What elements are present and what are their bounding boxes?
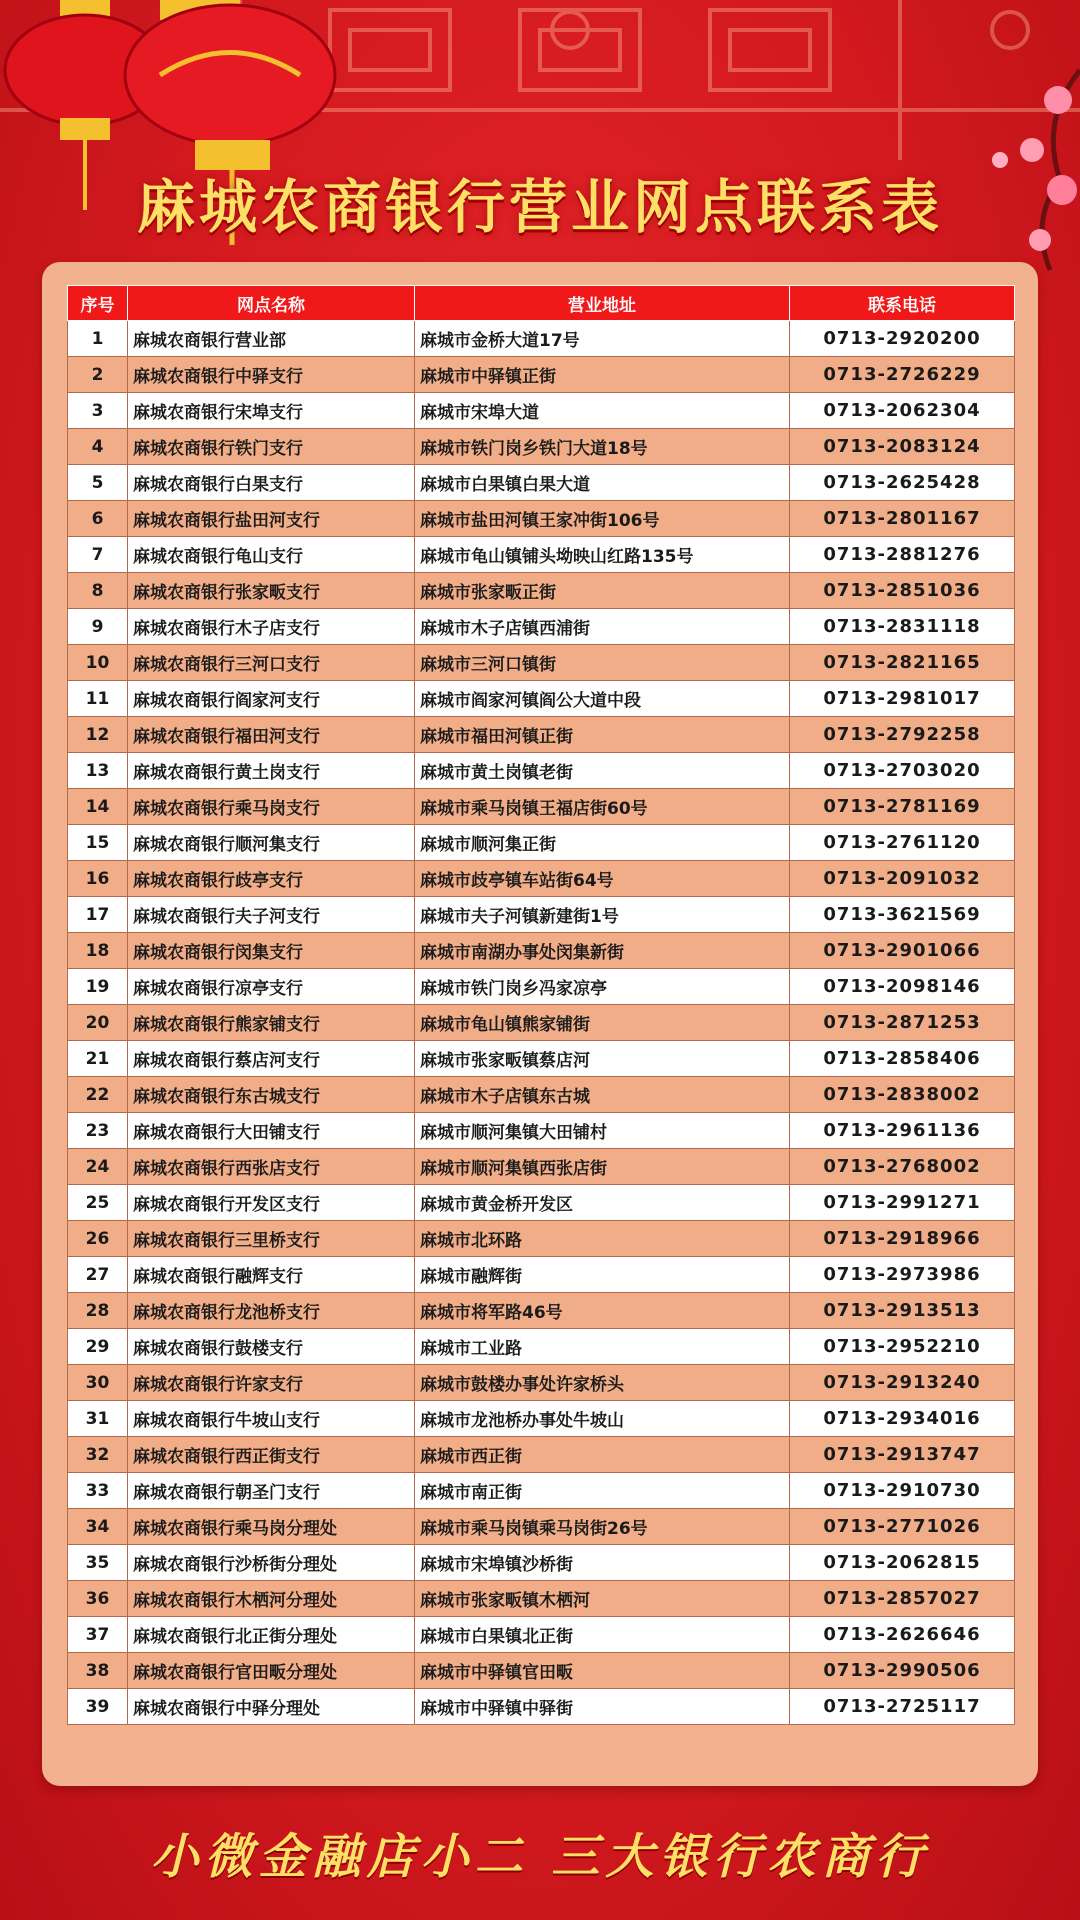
page-title: 麻城农商银行营业网点联系表 <box>136 173 943 241</box>
cell-phone: 0713-2990506 <box>790 1653 1015 1689</box>
cell-phone: 0713-2913747 <box>790 1437 1015 1473</box>
cell-address: 麻城市中驿镇中驿街 <box>415 1689 790 1725</box>
cell-phone: 0713-2981017 <box>790 681 1015 717</box>
cell-no: 17 <box>68 897 128 933</box>
cell-no: 35 <box>68 1545 128 1581</box>
table-row <box>68 717 1015 753</box>
cell-name: 麻城农商银行张家畈支行 <box>128 573 415 609</box>
cell-name: 麻城农商银行沙桥街分理处 <box>128 1545 415 1581</box>
cell-no: 38 <box>68 1653 128 1689</box>
cell-name: 麻城农商银行三河口支行 <box>128 645 415 681</box>
cell-name: 麻城农商银行西张店支行 <box>128 1149 415 1185</box>
table-row <box>68 1221 1015 1257</box>
cell-no: 29 <box>68 1329 128 1365</box>
cell-no: 34 <box>68 1509 128 1545</box>
cell-name: 麻城农商银行鼓楼支行 <box>128 1329 415 1365</box>
cell-address: 麻城市中驿镇正街 <box>415 357 790 393</box>
cell-phone: 0713-2838002 <box>790 1077 1015 1113</box>
cell-name: 麻城农商银行营业部 <box>128 321 415 357</box>
cell-address: 麻城市南湖办事处闵集新街 <box>415 933 790 969</box>
table-row <box>68 1653 1015 1689</box>
cell-no: 12 <box>68 717 128 753</box>
cell-name: 麻城农商银行牛坡山支行 <box>128 1401 415 1437</box>
cell-address: 麻城市南正街 <box>415 1473 790 1509</box>
cell-no: 7 <box>68 537 128 573</box>
cell-phone: 0713-2910730 <box>790 1473 1015 1509</box>
cell-phone: 0713-2913240 <box>790 1365 1015 1401</box>
cell-address: 麻城市宋埠镇沙桥街 <box>415 1545 790 1581</box>
cell-no: 3 <box>68 393 128 429</box>
cell-name: 麻城农商银行夫子河支行 <box>128 897 415 933</box>
cell-phone: 0713-2851036 <box>790 573 1015 609</box>
table-row <box>68 321 1015 357</box>
table-row <box>68 1113 1015 1149</box>
header-no: 序号 <box>68 286 128 321</box>
table-row <box>68 609 1015 645</box>
cell-name: 麻城农商银行阎家河支行 <box>128 681 415 717</box>
cell-no: 33 <box>68 1473 128 1509</box>
cell-address: 麻城市张家畈镇木栖河 <box>415 1581 790 1617</box>
cell-no: 18 <box>68 933 128 969</box>
header-name: 网点名称 <box>128 286 415 321</box>
table-row <box>68 681 1015 717</box>
cell-address: 麻城市乘马岗镇王福店街60号 <box>415 789 790 825</box>
cell-name: 麻城农商银行朝圣门支行 <box>128 1473 415 1509</box>
cell-no: 27 <box>68 1257 128 1293</box>
table-row <box>68 1365 1015 1401</box>
cell-name: 麻城农商银行盐田河支行 <box>128 501 415 537</box>
cell-name: 麻城农商银行歧亭支行 <box>128 861 415 897</box>
cell-address: 麻城市顺河集正街 <box>415 825 790 861</box>
table-row <box>68 1581 1015 1617</box>
cell-address: 麻城市阎家河镇阎公大道中段 <box>415 681 790 717</box>
cell-phone: 0713-2920200 <box>790 321 1015 357</box>
cell-phone: 0713-2792258 <box>790 717 1015 753</box>
cell-phone: 0713-3621569 <box>790 897 1015 933</box>
cell-no: 1 <box>68 321 128 357</box>
cell-name: 麻城农商银行闵集支行 <box>128 933 415 969</box>
footer-slogan: 小微金融店小二 三大银行农商行 <box>150 1829 930 1885</box>
cell-address: 麻城市中驿镇官田畈 <box>415 1653 790 1689</box>
cell-no: 15 <box>68 825 128 861</box>
cell-no: 14 <box>68 789 128 825</box>
cell-phone: 0713-2918966 <box>790 1221 1015 1257</box>
cell-address: 麻城市顺河集镇大田铺村 <box>415 1113 790 1149</box>
table-row <box>68 1293 1015 1329</box>
cell-name: 麻城农商银行蔡店河支行 <box>128 1041 415 1077</box>
cell-phone: 0713-2952210 <box>790 1329 1015 1365</box>
table-row <box>68 861 1015 897</box>
cell-address: 麻城市顺河集镇西张店街 <box>415 1149 790 1185</box>
table-row <box>68 1617 1015 1653</box>
cell-phone: 0713-2991271 <box>790 1185 1015 1221</box>
cell-address: 麻城市宋埠大道 <box>415 393 790 429</box>
table-row <box>68 501 1015 537</box>
cell-address: 麻城市张家畈镇蔡店河 <box>415 1041 790 1077</box>
cell-phone: 0713-2831118 <box>790 609 1015 645</box>
cell-name: 麻城农商银行乘马岗分理处 <box>128 1509 415 1545</box>
cell-name: 麻城农商银行大田铺支行 <box>128 1113 415 1149</box>
cell-address: 麻城市白果镇白果大道 <box>415 465 790 501</box>
cell-name: 麻城农商银行宋埠支行 <box>128 393 415 429</box>
table-row <box>68 1329 1015 1365</box>
header-address: 营业地址 <box>415 286 790 321</box>
cell-phone: 0713-2913513 <box>790 1293 1015 1329</box>
cell-no: 8 <box>68 573 128 609</box>
cell-name: 麻城农商银行木栖河分理处 <box>128 1581 415 1617</box>
table-row <box>68 753 1015 789</box>
cell-no: 4 <box>68 429 128 465</box>
table-row <box>68 1509 1015 1545</box>
cell-phone: 0713-2973986 <box>790 1257 1015 1293</box>
cell-address: 麻城市黄金桥开发区 <box>415 1185 790 1221</box>
cell-no: 5 <box>68 465 128 501</box>
cell-name: 麻城农商银行许家支行 <box>128 1365 415 1401</box>
cell-name: 麻城农商银行中驿分理处 <box>128 1689 415 1725</box>
cell-name: 麻城农商银行龟山支行 <box>128 537 415 573</box>
cell-no: 20 <box>68 1005 128 1041</box>
cell-no: 39 <box>68 1689 128 1725</box>
cell-no: 16 <box>68 861 128 897</box>
cell-phone: 0713-2901066 <box>790 933 1015 969</box>
cell-address: 麻城市铁门岗乡冯家凉亭 <box>415 969 790 1005</box>
table-row <box>68 429 1015 465</box>
cell-address: 麻城市木子店镇东古城 <box>415 1077 790 1113</box>
cell-name: 麻城农商银行东古城支行 <box>128 1077 415 1113</box>
cell-no: 36 <box>68 1581 128 1617</box>
table-row <box>68 933 1015 969</box>
cell-phone: 0713-2771026 <box>790 1509 1015 1545</box>
cell-phone: 0713-2961136 <box>790 1113 1015 1149</box>
table-row <box>68 825 1015 861</box>
cell-phone: 0713-2726229 <box>790 357 1015 393</box>
cell-address: 麻城市龙池桥办事处牛坡山 <box>415 1401 790 1437</box>
cell-address: 麻城市黄土岗镇老街 <box>415 753 790 789</box>
cell-name: 麻城农商银行三里桥支行 <box>128 1221 415 1257</box>
cell-address: 麻城市龟山镇铺头坳映山红路135号 <box>415 537 790 573</box>
cell-no: 10 <box>68 645 128 681</box>
cell-name: 麻城农商银行开发区支行 <box>128 1185 415 1221</box>
table-row <box>68 357 1015 393</box>
cell-phone: 0713-2781169 <box>790 789 1015 825</box>
cell-address: 麻城市融辉街 <box>415 1257 790 1293</box>
cell-name: 麻城农商银行黄土岗支行 <box>128 753 415 789</box>
cell-address: 麻城市北环路 <box>415 1221 790 1257</box>
cell-name: 麻城农商银行官田畈分理处 <box>128 1653 415 1689</box>
cell-address: 麻城市铁门岗乡铁门大道18号 <box>415 429 790 465</box>
cell-no: 31 <box>68 1401 128 1437</box>
cell-address: 麻城市白果镇北正街 <box>415 1617 790 1653</box>
cell-name: 麻城农商银行融辉支行 <box>128 1257 415 1293</box>
cell-phone: 0713-2625428 <box>790 465 1015 501</box>
cell-phone: 0713-2934016 <box>790 1401 1015 1437</box>
cell-no: 21 <box>68 1041 128 1077</box>
cell-phone: 0713-2857027 <box>790 1581 1015 1617</box>
cell-no: 23 <box>68 1113 128 1149</box>
cell-no: 30 <box>68 1365 128 1401</box>
cell-no: 11 <box>68 681 128 717</box>
cell-no: 19 <box>68 969 128 1005</box>
table-row <box>68 1689 1015 1725</box>
table-row <box>68 1401 1015 1437</box>
cell-phone: 0713-2858406 <box>790 1041 1015 1077</box>
cell-address: 麻城市鼓楼办事处许家桥头 <box>415 1365 790 1401</box>
cell-address: 麻城市盐田河镇王家冲街106号 <box>415 501 790 537</box>
cell-address: 麻城市乘马岗镇乘马岗街26号 <box>415 1509 790 1545</box>
branch-table <box>67 285 1015 1725</box>
table-row <box>68 1185 1015 1221</box>
cell-phone: 0713-2703020 <box>790 753 1015 789</box>
cell-name: 麻城农商银行白果支行 <box>128 465 415 501</box>
table-row <box>68 1545 1015 1581</box>
cell-name: 麻城农商银行北正街分理处 <box>128 1617 415 1653</box>
table-row <box>68 1041 1015 1077</box>
table-row <box>68 465 1015 501</box>
cell-name: 麻城农商银行木子店支行 <box>128 609 415 645</box>
cell-no: 22 <box>68 1077 128 1113</box>
table-row <box>68 1005 1015 1041</box>
cell-name: 麻城农商银行熊家铺支行 <box>128 1005 415 1041</box>
cell-no: 25 <box>68 1185 128 1221</box>
cell-address: 麻城市西正街 <box>415 1437 790 1473</box>
cell-name: 麻城农商银行福田河支行 <box>128 717 415 753</box>
cell-address: 麻城市将军路46号 <box>415 1293 790 1329</box>
cell-no: 24 <box>68 1149 128 1185</box>
cell-name: 麻城农商银行乘马岗支行 <box>128 789 415 825</box>
cell-phone: 0713-2871253 <box>790 1005 1015 1041</box>
table-row <box>68 1257 1015 1293</box>
cell-no: 26 <box>68 1221 128 1257</box>
cell-no: 13 <box>68 753 128 789</box>
cell-address: 麻城市夫子河镇新建街1号 <box>415 897 790 933</box>
cell-no: 37 <box>68 1617 128 1653</box>
cell-no: 28 <box>68 1293 128 1329</box>
cell-phone: 0713-2801167 <box>790 501 1015 537</box>
cell-no: 6 <box>68 501 128 537</box>
table-row <box>68 897 1015 933</box>
table-header-row <box>68 286 1015 321</box>
table-row <box>68 645 1015 681</box>
table-row <box>68 1149 1015 1185</box>
cell-address: 麻城市工业路 <box>415 1329 790 1365</box>
cell-phone: 0713-2821165 <box>790 645 1015 681</box>
cell-address: 麻城市歧亭镇车站街64号 <box>415 861 790 897</box>
cell-name: 麻城农商银行凉亭支行 <box>128 969 415 1005</box>
cell-phone: 0713-2768002 <box>790 1149 1015 1185</box>
cell-name: 麻城农商银行龙池桥支行 <box>128 1293 415 1329</box>
cell-name: 麻城农商银行顺河集支行 <box>128 825 415 861</box>
cell-name: 麻城农商银行铁门支行 <box>128 429 415 465</box>
cell-no: 2 <box>68 357 128 393</box>
table-row <box>68 1077 1015 1113</box>
cell-no: 32 <box>68 1437 128 1473</box>
cell-phone: 0713-2098146 <box>790 969 1015 1005</box>
table-row <box>68 789 1015 825</box>
cell-name: 麻城农商银行中驿支行 <box>128 357 415 393</box>
cell-phone: 0713-2062815 <box>790 1545 1015 1581</box>
cell-no: 9 <box>68 609 128 645</box>
cell-address: 麻城市张家畈正街 <box>415 573 790 609</box>
cell-phone: 0713-2761120 <box>790 825 1015 861</box>
cell-address: 麻城市龟山镇熊家铺街 <box>415 1005 790 1041</box>
cell-phone: 0713-2062304 <box>790 393 1015 429</box>
cell-address: 麻城市福田河镇正街 <box>415 717 790 753</box>
cell-address: 麻城市木子店镇西浦街 <box>415 609 790 645</box>
cell-phone: 0713-2083124 <box>790 429 1015 465</box>
table-row <box>68 1473 1015 1509</box>
cell-address: 麻城市金桥大道17号 <box>415 321 790 357</box>
table-row <box>68 969 1015 1005</box>
cell-phone: 0713-2725117 <box>790 1689 1015 1725</box>
table-row <box>68 1437 1015 1473</box>
cell-address: 麻城市三河口镇街 <box>415 645 790 681</box>
header-phone: 联系电话 <box>790 286 1015 321</box>
cell-phone: 0713-2881276 <box>790 537 1015 573</box>
table-row <box>68 393 1015 429</box>
cell-name: 麻城农商银行西正街支行 <box>128 1437 415 1473</box>
table-row <box>68 537 1015 573</box>
table-row <box>68 573 1015 609</box>
cell-phone: 0713-2091032 <box>790 861 1015 897</box>
cell-phone: 0713-2626646 <box>790 1617 1015 1653</box>
